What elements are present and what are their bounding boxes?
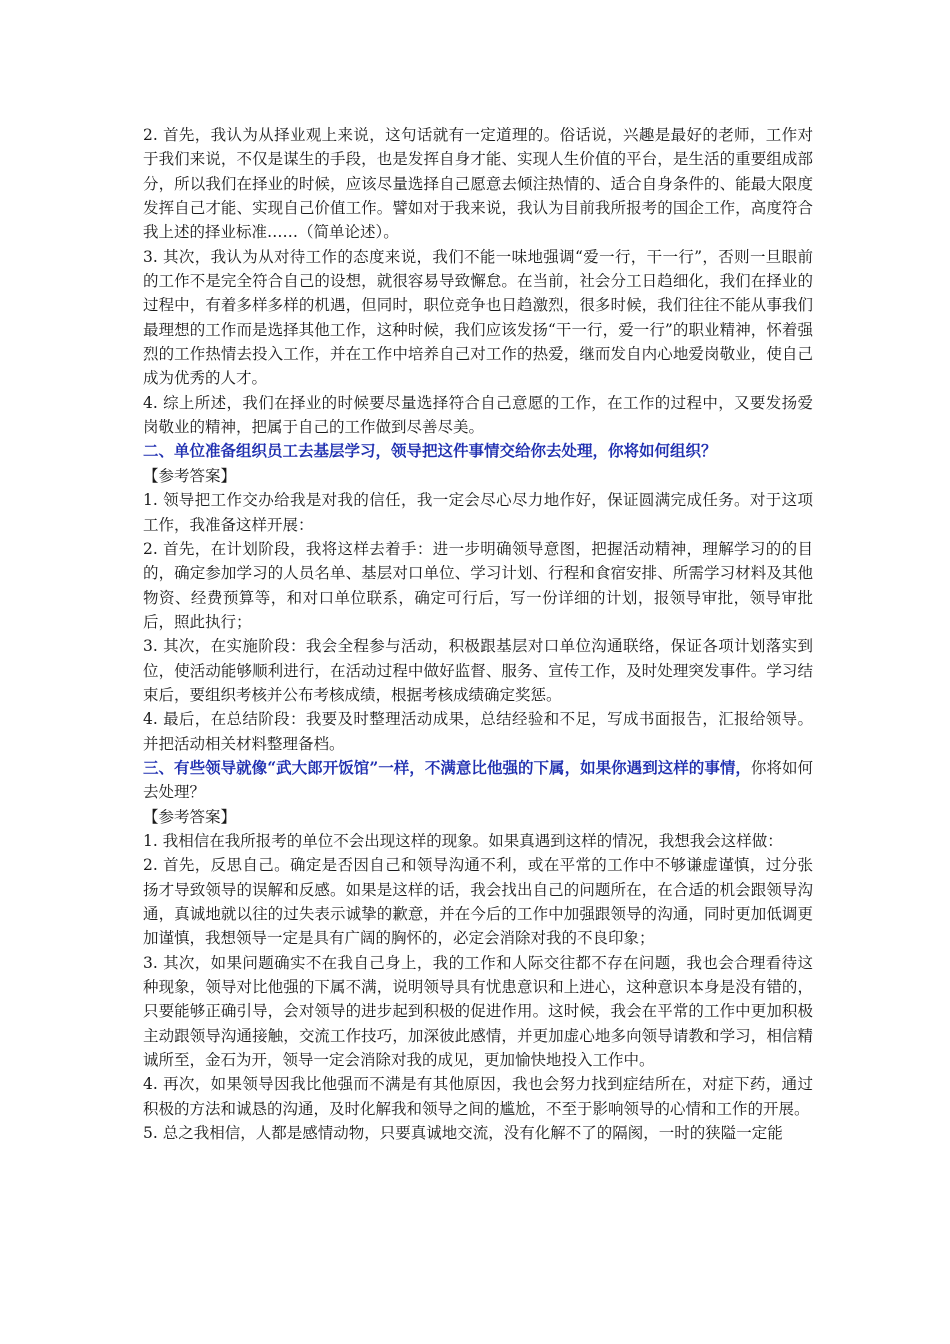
- s3-paragraph-2: 2. 首先，反思自己。确定是否因自己和领导沟通不利，或在平常的工作中不够谦虚谨慎，过分张扬才导致领导的误解和反感。如果是这样的话，我会找出自己的问题所在，在合适的机会跟领导沟通，真诚地就以往的过失表示诚挚的歉意，并在今后的工作中加强跟领导的沟通，同时更加低调更加谨慎，我想领导一定是具有广阔的胸怀的，必定会消除对我的不良印象；: [143, 856, 813, 948]
- s3-answer-label: 【参考答案】: [143, 807, 237, 826]
- s2-question-heading: 二、单位准备组织员工去基层学习，领导把这件事情交给你去处理，你将如何组织？: [143, 441, 717, 461]
- s3-paragraph-4: 4. 再次，如果领导因我比他强而不满是有其他原因，我也会努力找到症结所在，对症下药，通过积极的方法和诚恳的沟通，及时化解我和领导之间的尴尬，不至于影响领导的心情和工作的开展。: [143, 1075, 813, 1118]
- s3-question-heading: [143, 756, 813, 805]
- s2-paragraph-2: 2. 首先，在计划阶段，我将这样去着手：进一步明确领导意图，把握活动精神，理解学习的的目的，确定参加学习的人员名单、基层对口单位、学习计划、行程和食宿安排、所需学习材料及其他物资、经费预算等，和对口单位联系，确定可行后，写一份详细的计划，报领导审批，领导审批后，照此执行；: [143, 539, 813, 631]
- s1-paragraph-3: 3. 其次，我认为从对待工作的态度来说，我们不能一味地强调“爱一行，干一行”，否则一旦眼前的工作不是完全符合自己的设想，就很容易导致懈怠。在当前，社会分工日趋细化，我们在择业的过程中，有着多样多样的机遇，但同时，职位竞争也日趋激烈，很多时候，我们往往不能从事我们最理想的工作而是选择其他工作，这种时候，我们应该发扬“干一行，爱一行”的职业精神，怀着强烈的工作热情去投入工作，并在工作中培养自己对工作的热爱，继而发自内心地爱岗敬业，使自己成为优秀的人才。: [143, 247, 813, 388]
- s1-paragraph-2: 2. 首先，我认为从择业观上来说，这句话就有一定道理的。俗话说，兴趣是最好的老师，工作对于我们来说，不仅是谋生的手段，也是发挥自身才能、实现人生价值的平台，是生活的重要组成部分，所以我们在择业的时候，应该尽量选择自己愿意去倾注热情的、适合自身条件的、能最大限度发挥自己才能、实现自己价值工作。譬如对于我来说，我认为目前我所报考的国企工作，高度符合我上述的择业标准……（简单论述）。: [143, 126, 813, 242]
- s3-paragraph-5: 5. 总之我相信，人都是感情动物，只要真诚地交流，没有化解不了的隔阂，一时的狭隘一定能: [143, 1124, 783, 1143]
- s3-paragraph-1: 1. 我相信在我所报考的单位不会出现这样的现象。如果真遇到这样的情况，我想我会这样做：: [143, 831, 783, 850]
- s3-paragraph-3: 3. 其次，如果问题确实不在我自己身上，我的工作和人际交往都不存在问题，我也会合理看待这种现象，领导对比他强的下属不满，说明领导具有忧患意识和上进心，这种意识本身是没有错的，只要能够正确引导，会对领导的进步起到积极的促进作用。这时候，我会在平常的工作中更加积极主动跟领导沟通接触，交流工作技巧，加深彼此感情，并更加虚心地多向领导请教和学习，相信精诚所至，金石为开，领导一定会消除对我的成见，更加愉快地投入工作中。: [143, 953, 813, 1070]
- s2-paragraph-4: 4. 最后，在总结阶段：我要及时整理活动成果，总结经验和不足，写成书面报告，汇报给领导。并把活动相关材料整理备档。: [143, 710, 813, 753]
- s1-paragraph-4: 4. 综上所述，我们在择业的时候要尽量选择符合自己意愿的工作，在工作的过程中，又要发扬爱岗敬业的精神，把属于自己的工作做到尽善尽美。: [143, 393, 813, 437]
- s2-paragraph-1: 1. 领导把工作交办给我是对我的信任，我一定会尽心尽力地作好，保证圆满完成任务。对于这项工作，我准备这样开展：: [143, 491, 813, 534]
- s3-question-text: 三、有些领导就像“武大郎开饭馆”一样，不满意比他强的下属，如果你遇到这样的事情，: [143, 757, 751, 777]
- s2-answer-label: 【参考答案】: [143, 466, 237, 485]
- s3-question-tail: 你将如何去处理？: [143, 758, 813, 802]
- s2-paragraph-3: 3. 其次，在实施阶段：我会全程参与活动，积极跟基层对口单位沟通联络，保证各项计划落实到位，使活动能够顺利进行，在活动过程中做好监督、服务、宣传工作，及时处理突发事件。学习结束后，要组织考核并公布考核成绩，根据考核成绩确定奖惩。: [143, 637, 813, 704]
- document-page: [143, 123, 813, 1145]
